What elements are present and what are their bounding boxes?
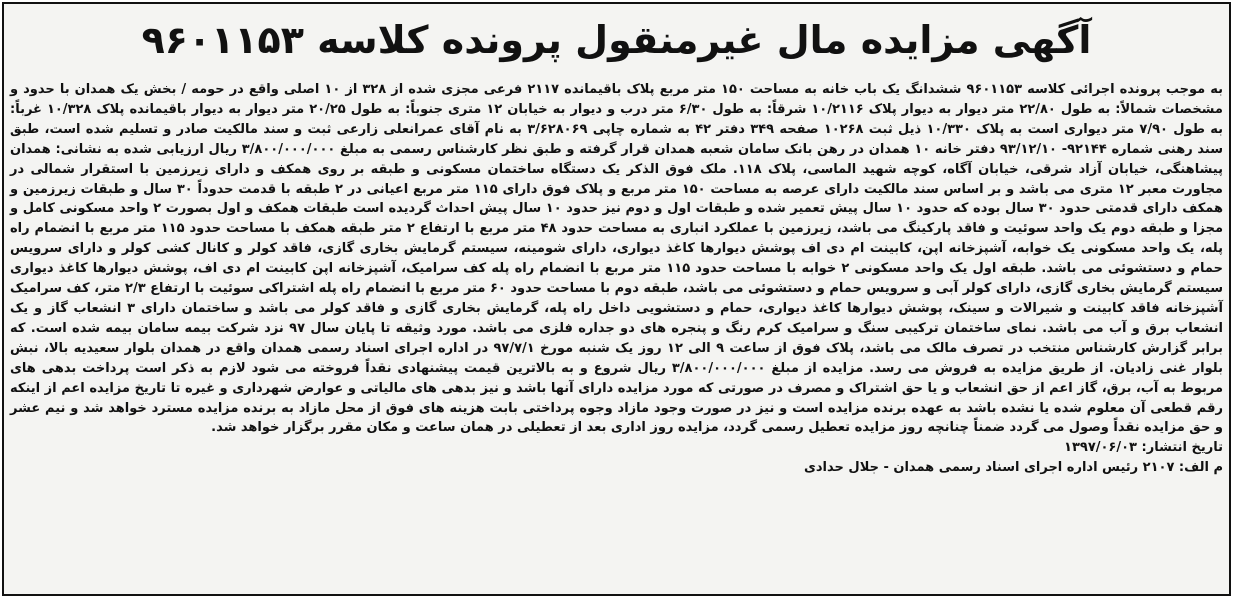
notice-title: آگهی مزایده مال غیرمنقول پرونده کلاسه ۹۶۰۱۱۵۳ [141, 18, 1092, 62]
notice-content [10, 8, 1223, 590]
notice-frame [2, 2, 1231, 596]
notice-body: به موجب پرونده اجرائی کلاسه ۹۶۰۱۱۵۳ ششدانگ یک باب خانه به مساحت ۱۵۰ متر مربع پلاک باقیمانده ۲۱۱۷ فرعی مجزی شده از ۳۲۸ از ۱۰ اصلی واقع در حومه / بخش یک همدان با حدود و مشخصات شمالاً: به طول ۲۲/۸۰ متر دیوار به دیوار پلاک ۱۰/۲۱۱۶ شرقاً: به طول ۶/۳۰ متر درب و دیوار به خیابان ۱۲ متری جنوباً: به طول ۲۰/۲۵ متر دیوار به دیوار باقیمانده پلاک ۱۰/۳۲۸ غرباً: به طول ۷/۹۰ متر دیواری است به پلاک ۱۰/۳۳۰ ذیل ثبت ۱۰۲۶۸ صفحه ۳۴۹ دفتر ۴۲ به شماره چاپی ۳/۶۲۸۰۶۹ به نام آقای عمرانعلی زارعی ثبت و سند مالکیت صادر و تسلیم شده است، طبق سند رهنی شماره ۹۲۱۴۴- ۹۳/۱۲/۱۰ دفتر خانه ۱۰ همدان در رهن بانک سامان شعبه همدان قرار گرفته و طبق نظر کارشناس رسمی به مبلغ ۳/۸۰۰/۰۰۰/۰۰۰ ریال ارزیابی شده به نشانی: همدان پیشاهنگی، خیابان آزاد شرقی، خیابان آگاه، کوچه شهید الماسی، پلاک ۱۱۸. ملک فوق الذکر یک دستگاه ساختمان مسکونی و طبقه بر روی همکف و دارای زیرزمین با استقرار شمالی در مجاورت معبر ۱۲ متری می باشد و بر اساس سند مالکیت دارای عرصه به مساحت ۱۵۰ متر مربع و پلاک فوق دارای ۱۱۵ متر مربع اعیانی در ۲ طبقه با قدمت حدوداً ۳۰ سال و طبقات زیرزمین و همکف دارای قدمتی حدود ۳۰ سال بوده که حدود ۱۰ سال پیش تعمیر شده و طبقات اول و دوم نیز حدود ۱۰ سال پیش احداث گردیده است طبقات همکف و اول بصورت ۲ واحد مسکونی کامل و مجزا و طبقه دوم یک واحد سوئیت و فاقد پارکینگ می باشد، زیرزمین با عملکرد انباری به مساحت حدود ۴۸ متر مربع با ارتفاع ۲ متر طبقه همکف با مساحت حدود ۱۱۵ متر مربع با انضمام راه پله، یک واحد مسکونی یک خوابه، آشپزخانه اپن، کابینت ام دی اف پوشش دیوارها کاغذ دیواری، دارای شومینه، سیستم گرمایش بخاری گازی، فاقد کولر و کانال کشی کولر و دارای سرویس حمام و دستشوئی می باشد. طبقه اول یک واحد مسکونی ۲ خوابه با مساحت حدود ۱۱۵ متر مربع با انضمام راه پله کف سرامیک، آشپزخانه اپن کابینت ام دی اف، پوشش دیوارها کاغذ دیواری سیستم گرمایش بخاری گازی، دارای کولر آبی و سرویس حمام و دستشوئی می باشد، طبقه دوم با مساحت حدود ۶۰ متر مربع با انضمام راه پله اشتراکی سوئیت با ارتفاع ۲/۳ متر، کف سرامیک آشپزخانه فاقد کابینت و شیرالات و سینک، پوشش دیوارها کاغذ دیواری، حمام و دستشویی داخل راه پله، گرمایش بخاری گازی و فاقد کولر می باشد و ساختمان دارای ۳ انشعاب گاز و یک انشعاب برق و آب می باشد. نمای ساختمان ترکیبی سنگ و سرامیک کرم رنگ و پنجره های دو جداره فلزی می باشد. مورد وثیقه تا پایان سال ۹۷ نزد شرکت بیمه سامان بیمه شده است. که برابر گزارش کارشناس منتخب در تصرف مالک می باشد، پلاک فوق از ساعت ۹ الی ۱۲ روز یک شنبه مورخ ۹۷/۷/۱ در اداره اجرای اسناد رسمی همدان واقع در همدان بلوار سعیدیه بالا، نبش بلوار غنی زادیان. از طریق مزایده به فروش می رسد. مزایده از مبلغ ۳/۸۰۰/۰۰۰/۰۰۰ ریال شروع و به بالاترین قیمت پیشنهادی نقداً فروخته می شود لازم به ذکر است پرداخت بدهی های مربوط به آب، برق، گاز اعم از حق انشعاب و یا حق اشتراک و مصرف در صورتی که مورد مزایده دارای آنها باشد و نیز بدهی های مالیاتی و عوارض شهرداری و غیره تا تاریخ مزایده اعم از اینکه رقم قطعی آن معلوم شده یا نشده باشد به عهده برنده مزایده است و نیز در صورت وجود مازاد وجوه پرداختی بابت هزینه های فوق از محل مازاد به برنده مزایده مسترد خواهد شد و نیم عشر و حق مزایده نقداً وصول می گردد ضمناً چنانچه روز مزایده تعطیل رسمی گردد، مزایده روز اداری بعد از تعطیلی در همان ساعت و مکان مقرر برگزار خواهد شد. [10, 82, 1224, 436]
signature-line: م الف: ۲۱۰۷ رئیس اداره اجرای اسناد رسمی همدان - جلال حدادی [803, 460, 1223, 476]
publish-date: تاریخ انتشار: ۱۳۹۷/۰۶/۰۳ [1064, 440, 1223, 456]
